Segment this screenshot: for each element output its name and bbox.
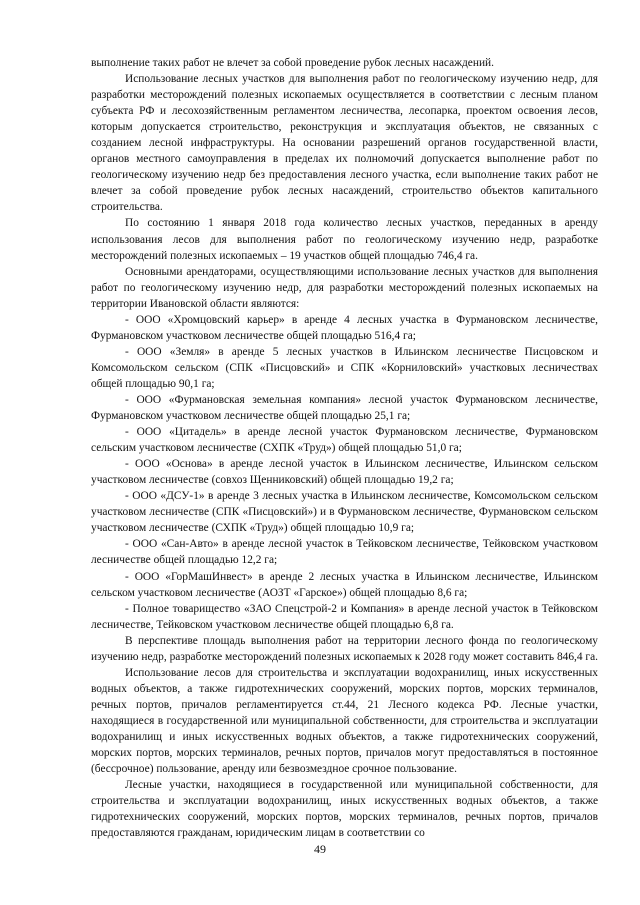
paragraph-forest-plots-provision: Лесные участки, находящиеся в государственной или муниципальной собственности, для строительства и эксплуатации водохранилищ, иных искусственных водных объектов, а также гидротехнических сооружений, морских портов, морских терминалов, речных портов, причалов предоставляются гражданам, юридическим лицам в соответствии со bbox=[91, 779, 598, 840]
paragraph-status-2018: По состоянию 1 января 2018 года количество лесных участков, переданных в аренду использования лесов для выполнения работ по геологическому изучению недр, разработке месторождений полезных ископаемых – 19 участков общей площадью 746,4 га. bbox=[91, 217, 598, 262]
list-item-tenant: - ООО «Основа» в аренде лесной участок в Ильинском лесничестве, Ильинском сельском участковом лесничестве (совхоз Щенниковский) общей площадью 19,2 га; bbox=[91, 458, 598, 487]
list-item-tenant: - ООО «Земля» в аренде 5 лесных участков в Ильинском лесничестве Писцовском и Комсомольском сельском (СПК «Писцовский» и СПК «Корниловский» участковых лесничествах общей площадью 90,1 га; bbox=[91, 345, 598, 390]
list-item-tenant: - Полное товарищество «ЗАО Спецстрой-2 и Компания» в аренде лесной участок в Тейковском лесничестве, Тейковском участковом лесничестве общей площадью 6,8 га. bbox=[91, 602, 598, 631]
document-body bbox=[91, 55, 598, 841]
paragraph-perspective: В перспективе площадь выполнения работ на территории лесного фонда по геологическому изучению недр, разработке месторождений полезных ископаемых к 2028 году может составить 846,4 га. bbox=[91, 634, 598, 663]
paragraph-forest-use-geology: Использование лесных участков для выполнения работ по геологическому изучению недр, для разработки месторождений полезных ископаемых осуществляется в соответствии с лесным планом субъекта РФ и лесохозяйственным регламентом лесничества, лесопарка, проектом освоения лесов, которым допускается строительство, реконструкция и эксплуатация объектов, не связанных с созданием лесной инфраструктуры. На основании разрешений органов государственной власти, органов местного самоуправления в пределах их полномочий допускается выполнение работ по геологическому изучению недр без предоставления лесного участка, если выполнение таких работ не влечет за собой проведение рубок лесных насаждений, строительство объектов капитального строительства. bbox=[91, 73, 598, 214]
paragraph-water-objects: Использование лесов для строительства и эксплуатации водохранилищ, иных искусственных водных объектов, а также гидротехнических сооружений, морских портов, морских терминалов, речных портов, причалов регламентируется ст.44, 21 Лесного кодекса РФ. Лесные участки, находящиеся в государственной или муниципальной собственности, для строительства и эксплуатации водохранилищ и иных искусственных водных объектов, а также гидротехнических сооружений, морских портов, морских терминалов, речных портов, причалов могут предоставляться в постоянное (бессрочное) пользование, аренду или безвозмездное срочное пользование. bbox=[91, 666, 598, 776]
list-item-tenant: - ООО «Хромцовский карьер» в аренде 4 лесных участка в Фурмановском лесничестве, Фурмановском участковом лесничестве общей площадью 516,4 га; bbox=[91, 313, 598, 342]
list-item-tenant: - ООО «Сан-Авто» в аренде лесной участок в Тейковском лесничестве, Тейковском участковом лесничестве общей площадью 12,2 га; bbox=[91, 538, 598, 567]
paragraph-continuation: выполнение таких работ не влечет за собой проведение рубок лесных насаждений. bbox=[91, 57, 494, 69]
list-item-tenant: - ООО «Цитадель» в аренде лесной участок Фурмановском лесничестве, Фурмановском сельским участковом лесничестве (СХПК «Труд») общей площадью 51,0 га; bbox=[91, 426, 598, 455]
list-item-tenant: - ООО «ДСУ-1» в аренде 3 лесных участка в Ильинском лесничестве, Комсомольском сельском участковом лесничестве (СПК «Писцовский») и в Фурмановском лесничестве, Фурмановском сельском участковом лесничестве (СХПК «Труд») общей площадью 10,9 га; bbox=[91, 490, 598, 535]
list-item-tenant: - ООО «ГорМашИнвест» в аренде 2 лесных участка в Ильинском лесничестве, Ильинском сельском участковом лесничестве (АОЗТ «Гарское») общей площадью 8,6 га; bbox=[91, 570, 598, 599]
paragraph-main-tenants: Основными арендаторами, осуществляющими использование лесных участков для выполнения работ по геологическому изучению недр, для разработки месторождений полезных ископаемых на территории Ивановской области являются: bbox=[91, 265, 598, 310]
list-item-tenant: - ООО «Фурмановская земельная компания» лесной участок Фурмановском лесничестве, Фурмановском участковом лесничестве общей площадью 25,1 га; bbox=[91, 393, 598, 423]
page-number: 49 bbox=[314, 842, 326, 856]
